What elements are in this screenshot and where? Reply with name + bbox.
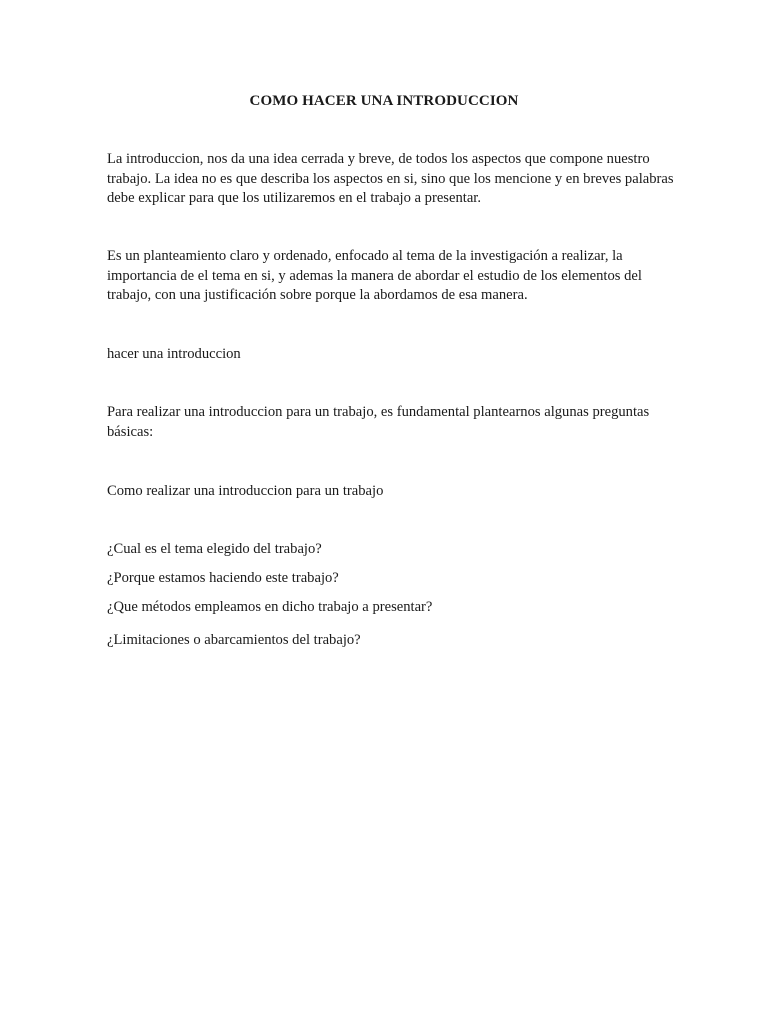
question-item: ¿Que métodos empleamos en dicho trabajo a presentar? — [107, 599, 433, 615]
paragraph-preguntas-basicas: Para realizar una introduccion para un trabajo, es fundamental plantearnos algunas preguntas básicas: — [107, 404, 650, 440]
subheading-como-realizar: Como realizar una introduccion para un trabajo — [107, 483, 384, 499]
document-title: COMO HACER UNA INTRODUCCION — [249, 93, 519, 109]
question-item: ¿Porque estamos haciendo este trabajo? — [107, 570, 339, 586]
question-item: ¿Cual es el tema elegido del trabajo? — [107, 541, 322, 557]
paragraph-intro-definition: La introduccion, nos da una idea cerrada y breve, de todos los aspectos que compone nuestro trabajo. La idea no es que describa los aspectos en si, sino que los mencione y en breves palabras debe explicar para que los utilizaremos en el trabajo a presentar. — [107, 151, 674, 207]
subheading-hacer-introduccion: hacer una introduccion — [107, 346, 241, 362]
question-item: ¿Limitaciones o abarcamientos del trabajo? — [107, 632, 361, 648]
paragraph-planteamiento: Es un planteamiento claro y ordenado, enfocado al tema de la investigación a realizar, la importancia de el tema en si, y ademas la manera de abordar el estudio de los elementos del trabajo, con una justificación sobre porque la abordamos de esa manera. — [107, 248, 642, 304]
